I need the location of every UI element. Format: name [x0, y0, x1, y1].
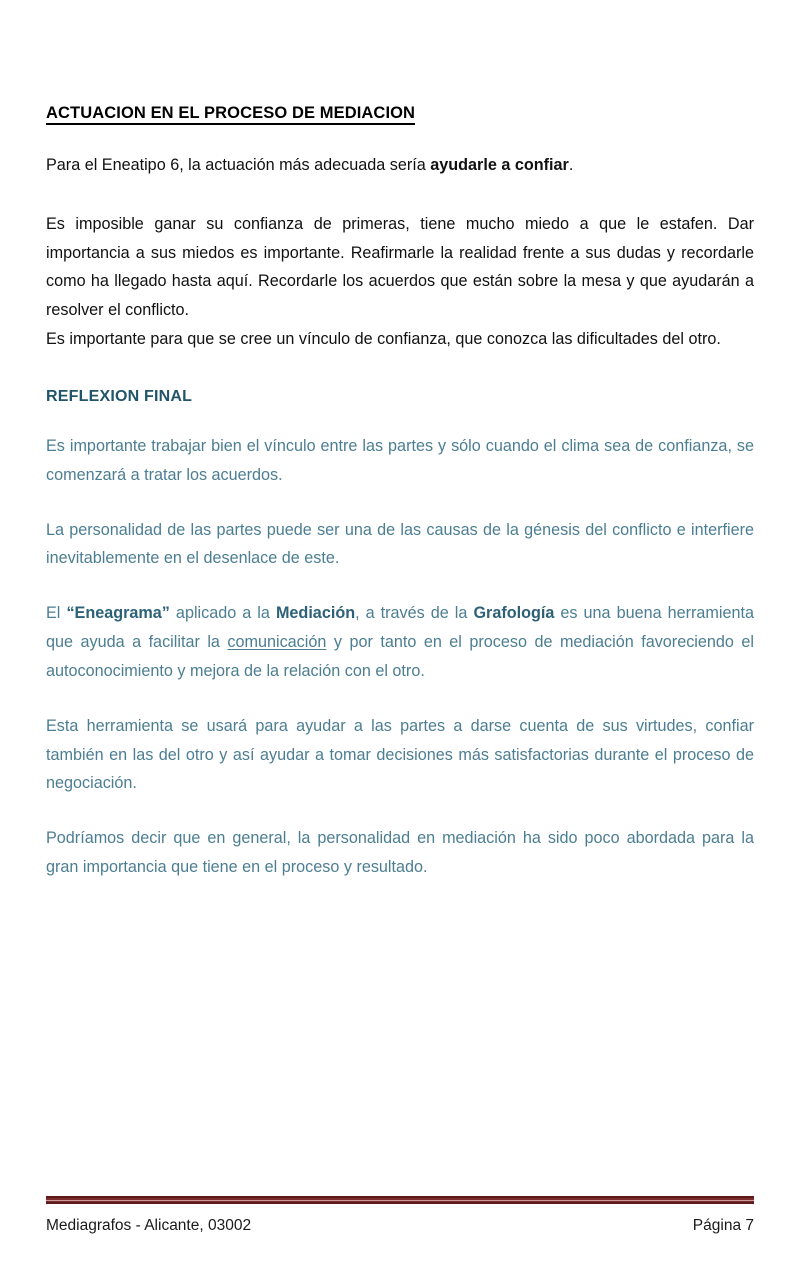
rp3-bold-grafologia: Grafología [473, 604, 555, 623]
reflexion-paragraph-3 [46, 599, 754, 685]
spacer [46, 354, 754, 388]
spacer [46, 573, 754, 599]
intro-paragraph [46, 151, 754, 180]
body-paragraph-2: Es importante para que se cree un vínculo de confianza, que conozca las dificultades del otro. [46, 330, 721, 349]
rp3-bold-mediacion: Mediación [275, 604, 356, 623]
intro-bold-phrase: ayudarle a confiar [430, 156, 569, 174]
document-content [46, 104, 754, 882]
rp3-bold-eneagrama: “Eneagrama” [66, 604, 170, 623]
rp3-segment-2: aplicado a la [169, 604, 276, 623]
reflexion-paragraph-4: Esta herramienta se usará para ayudar a las partes a darse cuenta de sus virtudes, confiar también en las del otro y así ayudar a tomar decisiones más satisfactorias durante el proceso de negociación. [46, 716, 754, 793]
intro-lead-text: Para el Eneatipo 6, la actuación más adecuada sería [46, 156, 431, 174]
rp3-segment-1: El [46, 604, 67, 623]
intro-tail-text: . [568, 156, 574, 174]
rp3-segment-3: , a través de la [355, 604, 474, 623]
spacer [46, 180, 754, 210]
footer-organization-label: Mediagrafos - Alicante, 03002 [46, 1217, 252, 1234]
reflexion-paragraph-5: Podríamos decir que en general, la personalidad en mediación ha sido poco abordada para la gran importancia que tiene en el proceso y resultado. [46, 829, 754, 877]
reflexion-heading: REFLEXION FINAL [46, 387, 193, 405]
spacer [46, 686, 754, 712]
footer-divider-rule [46, 1196, 754, 1204]
spacer [46, 490, 754, 516]
rp3-segment-4: es una buena herramienta que ayuda a facilitar la [46, 604, 754, 652]
rp3-underlined-comunicacion: comunicación [227, 633, 327, 652]
footer-page-number: Página 7 [692, 1217, 754, 1234]
reflexion-paragraph-1: Es importante trabajar bien el vínculo entre las partes y sólo cuando el clima sea de confianza, se comenzará a tratar los acuerdos. [46, 436, 754, 484]
reflexion-paragraph-2: La personalidad de las partes puede ser una de las causas de la génesis del conflicto e interfiere inevitablemente en el desenlace de este. [46, 520, 754, 568]
rp3-segment-5: y por tanto en el proceso de mediación favoreciendo el autoconocimiento y mejora de la relación con el otro. [46, 633, 754, 680]
footer-text-row [46, 1217, 754, 1235]
spacer [46, 798, 754, 824]
body-paragraph-1: Es imposible ganar su confianza de primeras, tiene mucho miedo a que le estafen. Dar importancia a sus miedos es importante. Reafirmarle la realidad frente a sus dudas y recordarle como ha llegado hasta aquí. Recordarle los acuerdos que están sobre la mesa y que ayudarán a resolver el conflicto. [46, 214, 754, 320]
section-heading [46, 104, 754, 123]
section-heading-text: ACTUACION EN EL PROCESO DE MEDIACION [46, 104, 415, 125]
page-footer [46, 1196, 754, 1235]
